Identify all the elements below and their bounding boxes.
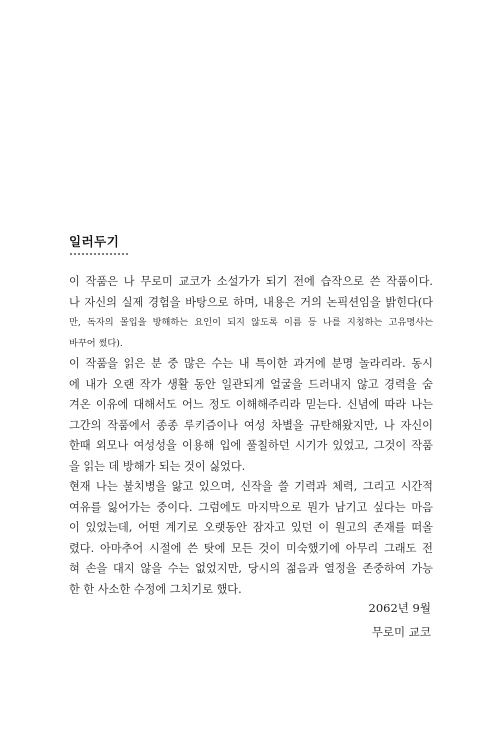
text-line: 여유를 잃어가는 중이다. 그럼에도 마지막으로 뭔가 남기고 싶다는 마음 [69,500,433,514]
text-line: 혀 손을 대지 않을 수는 없었지만, 당시의 젊음과 열정을 존중하여 가능 [69,562,433,575]
decorative-dotted-divider [69,252,129,256]
paragraph-1 [69,272,433,354]
text-line-small: 바꾸어 썼다). [69,337,123,349]
page-heading: 일러두기 [69,234,120,249]
signature-author: 무로미 교코 [371,625,431,639]
text-line: 한때 외모나 여성성을 이용해 입에 풀칠하던 시기가 있었고, 그것이 작품 [69,439,433,452]
paragraph-3 [69,477,433,600]
signature-date: 2062년 9월 [368,601,431,615]
text-line: 한 한 사소한 수정에 그치기로 했다. [69,582,242,596]
text-line: 그간의 작품에서 종종 루키즘이나 여성 차별을 규탄해왔지만, 나 자신이 [69,418,433,432]
text-line: 나 자신의 실제 경험을 바탕으로 하며, 내용은 거의 논픽션임을 밝힌다(다 [69,295,433,309]
text-line: 이 있었는데, 어떤 계기로 오랫동안 잠자고 있던 이 원고의 존재를 떠올 [69,521,433,534]
text-line-small: 만, 독자의 몰입을 방해하는 요인이 되지 않도록 이름 등 나를 지칭하는 고유명사는 [69,317,433,328]
text-line: 현재 나는 불치병을 앓고 있으며, 신작을 쓸 기력과 체력, 그리고 시간적 [69,480,433,493]
text-line: 을 읽는 데 방해가 되는 것이 싫었다. [69,459,246,473]
text-line: 이 작품을 읽은 분 중 많은 수는 내 특이한 과거에 분명 놀라리라. 동시 [69,357,433,370]
text-line: 이 작품은 나 무로미 교코가 소설가가 되기 전에 습작으로 쓴 작품이다. [69,275,433,288]
text-line: 렸다. 아마추어 시절에 쓴 탓에 모든 것이 미숙했기에 아무리 그래도 전 [69,541,433,555]
text-line: 겨온 이유에 대해서도 어느 정도 이해해주리라 믿는다. 신념에 따라 나는 [69,398,433,411]
text-line: 에 내가 오랜 작가 생활 동안 일관되게 얼굴을 드러내지 않고 경력을 숨 [69,377,433,391]
note-body [69,272,433,600]
paragraph-2 [69,354,433,477]
